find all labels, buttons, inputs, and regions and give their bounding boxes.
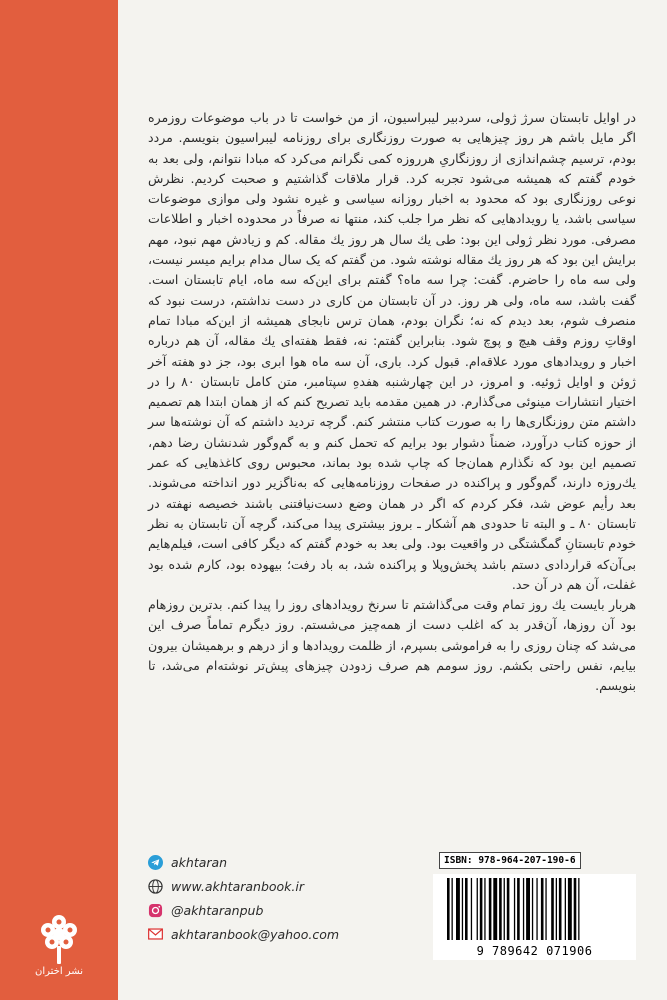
isbn-label: ISBN: 978-964-207-190-6 xyxy=(439,852,581,869)
contact-email-text: akhtaranbook@yahoo.com xyxy=(171,926,340,942)
blurb-paragraph-1: در اوایل تابستان سرژ ژولی، سردبیر لیبراسیون، از من خواست تا در باب موضوعات روزمره اگر مایل باشم هر روز چیزهایی به صورت روزنگاری برای روزنامه لیبراسیون بنویسم. مردد بودم، ترسیم چشم‌اندازی از روزنگاریِ هرروزه کمی نگرانم می‌کرد که مبادا نتوانم، ولی بعد به خودم گفتم که همیشه می‌شود تجربه کرد. قرار ملاقات گذاشتیم و صحبت کردیم. نظرش نوعی روزنگاری بود که محدود به اخبار روزانه سیاسی و غیره نشود ولی موازی موضوعات سیاسی باشد، یا رویدادهایی که نظر مرا جلب کند، منتها نه صرفاً در محدوده اخبار و اطلاعات مصرفی. مورد نظر ژولی این بود: طی یك سال هر روز یك مقاله. کم و زیادش مهم نبود، مهم برایش این بود که هر روز یك مقاله نوشته شود. من گفتم که یک سال مدام برایم میسر نیست، ولی سه ماه را حاضرم. گفت: چرا سه ماه؟ گفتم برای این‌که سه ماه، ایام تابستان است. گفت باشد، سه ماه، ولی هر روز. در آن تابستان من کاری در دست نداشتم، درست نبود که منصرف شوم، بعد دیدم که نه؛ نگران بودم، همان ترس نابجای همیشه از این‌که مبادا تمام اوقاتِ روزم وقف هیچ و پوچ شود. بنابراین گفتم: نه، فقط هفته‌ای یك مقاله، آن هم درباره اخبار و رویدادهای مورد علاقه‌ام. قبول کرد. باری، آن سه ماه هوا ابری بود، جز دو هفته آخر ژوئن و اوایل ژوئیه. و امروز، در این چهارشنبه هفدهِ سپتامبر، متن کامل تابستان ۸۰ را در اختیار انتشارات مینوئی می‌گذارم. در همین مقدمه باید تصریح کنم که از همان ابتدا هم تصمیم داشتم متن روزنگاری‌ها را به صورت کتاب منتشر کنم. گرچه تردید داشتم که آن نوشته‌ها سر از حوزه کتاب درآورد، ضمناً دشوار بود برایم که تحمل کنم و به گم‌وگور شدنشان رضا دهم، تصمیم این بود که نگذارم همان‌جا که چاپ شده بود بماند، محبوس روی کاغذهایی که عمر یك‌روزه دارند، گم‌وگور و پراکنده در صفحات روزنامه‌هایی که به‌ناگزیر دور انداخته می‌شوند. بعد رأیم عوض شد، فکر کردم که اگر در همان وضع دست‌نیافتنی باشند خصیصه نهفته در تابستان ۸۰ ـ و البته تا حدودی هم آشکار ـ بروز بیشتری پیدا می‌کند، گرچه آن تابستان به نظر خودم تابستانِ گمگشتگی در واقعیت بود. ولی بعد به خودم گفتم که دیگر کافی است، فیلم‌هایم بی‌آن‌که قراردادی دستم باشد پخش‌وپلا و پراکنده شد، به باد رفت؛ بیهوده بود، کارم شده بود غفلت، آن هم در آن حد. xyxy=(148,110,636,592)
publisher-contacts xyxy=(147,850,407,946)
tree-flower-logo-icon xyxy=(36,908,82,968)
barcode-graphic xyxy=(433,874,636,944)
mail-icon xyxy=(147,926,163,942)
contact-telegram-text: akhtaran xyxy=(171,854,228,870)
contact-telegram[interactable] xyxy=(147,850,407,874)
instagram-icon xyxy=(147,902,163,918)
blurb-paragraph-2: هربار بایست یك روز تمام وقت می‌گذاشتم تا سرنخ رویدادهای روز را پیدا کنم. بدترین روزهام بود آن روزها، آن‌قدر بد که اغلب دست از همه‌چیز می‌شستم. روز دیگرم تماماً صرف این می‌شد که چنان روزی را به فراموشی بسپرم، از ظلمت رویدادها و از درهم و برهمیشان بیرون بیایم، نفس راحتی بکشم. روز سومم هم صرف زدودن چیزهای پیش‌تر نوشته‌ام می‌شد، تا بنویسم. xyxy=(148,597,636,694)
contact-email[interactable] xyxy=(147,922,407,946)
globe-icon xyxy=(147,878,163,894)
barcode-bars xyxy=(433,874,636,960)
barcode-digits: 9 789642 071906 xyxy=(476,944,593,958)
contact-instagram-text: @akhtaranpub xyxy=(171,902,264,918)
telegram-icon xyxy=(147,854,163,870)
back-cover-blurb xyxy=(148,108,636,697)
contact-website[interactable] xyxy=(147,874,407,898)
isbn-barcode xyxy=(433,848,636,968)
contact-website-text: www.akhtaranbook.ir xyxy=(171,878,305,894)
contact-instagram[interactable] xyxy=(147,898,407,922)
publisher-logo-label: نشر اختران xyxy=(34,966,84,977)
publisher-spine xyxy=(0,0,118,1000)
